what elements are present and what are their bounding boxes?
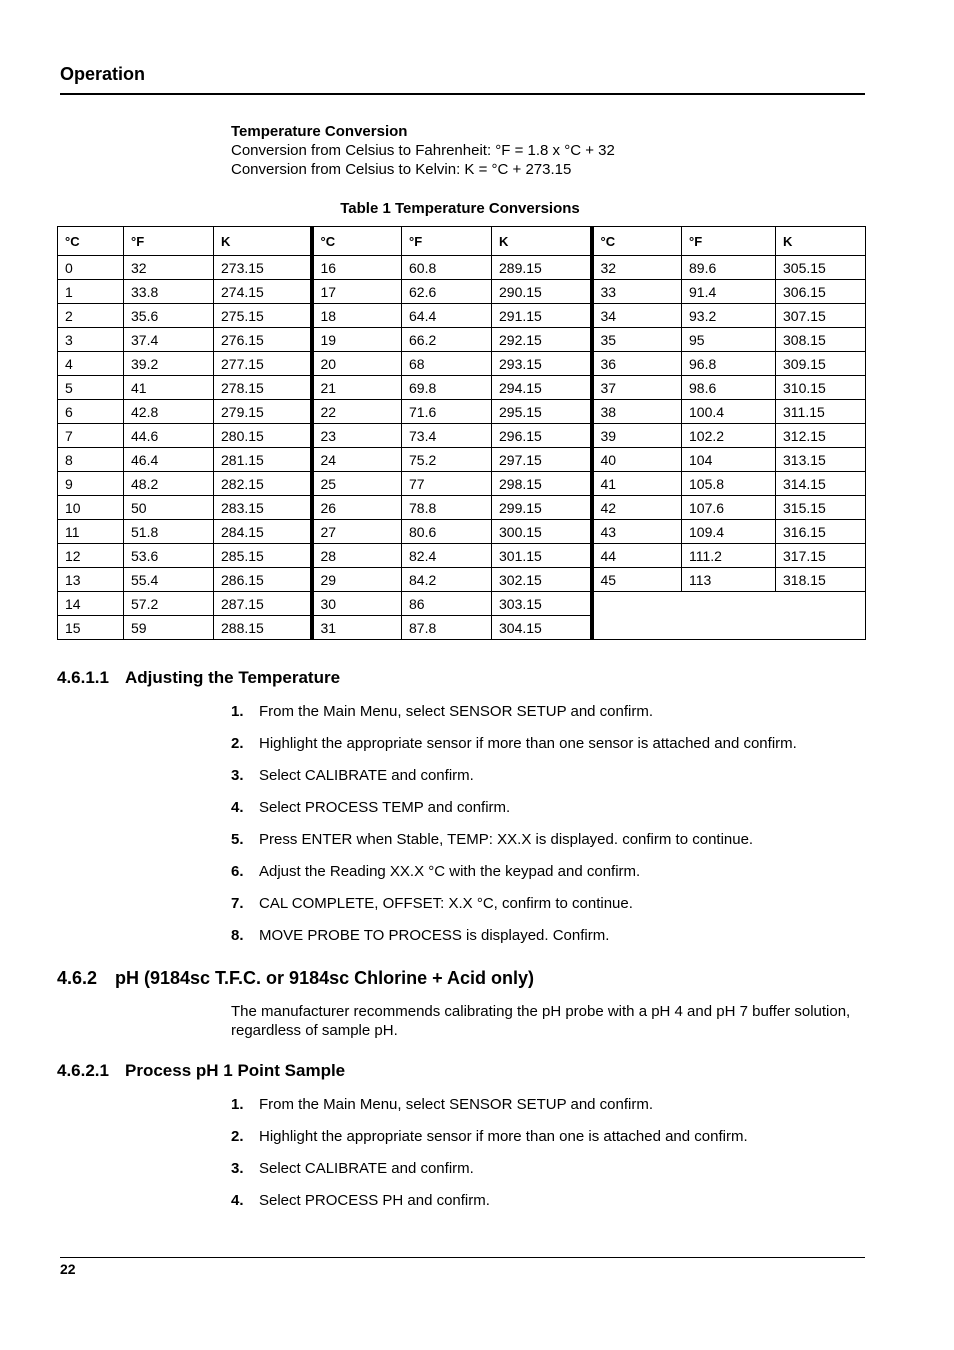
header-cell: °F <box>682 227 776 256</box>
table-body <box>58 256 866 640</box>
table-cell: 37 <box>592 376 682 400</box>
table-cell: 100.4 <box>682 400 776 424</box>
table-cell: 300.15 <box>492 520 592 544</box>
table-cell: 60.8 <box>402 256 492 280</box>
step-item <box>231 927 861 959</box>
step-number: 2. <box>231 1128 244 1145</box>
table-cell: 273.15 <box>214 256 312 280</box>
table-cell: 84.2 <box>402 568 492 592</box>
step-text: Press ENTER when Stable, TEMP: XX.X is displayed. confirm to continue. <box>259 831 754 848</box>
table-cell: 93.2 <box>682 304 776 328</box>
header-cell: K <box>776 227 866 256</box>
table-cell: 33.8 <box>124 280 214 304</box>
table-cell: 109.4 <box>682 520 776 544</box>
step-text: Adjust the Reading XX.X °C with the keypad and confirm. <box>259 863 641 880</box>
table-cell: 39.2 <box>124 352 214 376</box>
table-cell: 8 <box>58 448 124 472</box>
table-cell: 277.15 <box>214 352 312 376</box>
table-cell: 28 <box>312 544 402 568</box>
table-cell: 297.15 <box>492 448 592 472</box>
step-item <box>231 703 861 735</box>
header-cell: °C <box>592 227 682 256</box>
table-cell: 14 <box>58 592 124 616</box>
table-cell: 43 <box>592 520 682 544</box>
table-cell: 62.6 <box>402 280 492 304</box>
table-cell: 32 <box>592 256 682 280</box>
table-cell: 71.6 <box>402 400 492 424</box>
table-row <box>58 520 866 544</box>
table-cell: 314.15 <box>776 472 866 496</box>
header-cell: K <box>214 227 312 256</box>
section-heading-process-ph <box>57 1061 345 1081</box>
table-cell: 313.15 <box>776 448 866 472</box>
table-cell: 46.4 <box>124 448 214 472</box>
table-cell: 10 <box>58 496 124 520</box>
table-cell: 113 <box>682 568 776 592</box>
table-cell: 91.4 <box>682 280 776 304</box>
table-cell: 15 <box>58 616 124 640</box>
table-cell: 45 <box>592 568 682 592</box>
step-item <box>231 799 861 831</box>
empty-cell <box>592 592 866 640</box>
table-cell: 295.15 <box>492 400 592 424</box>
table-cell: 311.15 <box>776 400 866 424</box>
header-rule <box>60 93 865 95</box>
table-row <box>58 568 866 592</box>
table-cell: 21 <box>312 376 402 400</box>
table-cell: 38 <box>592 400 682 424</box>
table-row <box>58 256 866 280</box>
table-cell: 307.15 <box>776 304 866 328</box>
section-number: 4.6.2 <box>57 968 98 988</box>
section-number: 4.6.1.1 <box>57 668 109 687</box>
table-cell: 23 <box>312 424 402 448</box>
table-cell: 89.6 <box>682 256 776 280</box>
table-cell: 55.4 <box>124 568 214 592</box>
table-cell: 73.4 <box>402 424 492 448</box>
process-ph-steps <box>231 1096 861 1224</box>
page-number: 22 <box>60 1261 76 1277</box>
step-text: Highlight the appropriate sensor if more than one is attached and confirm. <box>259 1128 748 1145</box>
table-row <box>58 352 866 376</box>
table-row <box>58 496 866 520</box>
table-cell: 290.15 <box>492 280 592 304</box>
table-cell: 96.8 <box>682 352 776 376</box>
table-cell: 66.2 <box>402 328 492 352</box>
section-title: Adjusting the Temperature <box>125 668 341 687</box>
table-row <box>58 376 866 400</box>
table-cell: 78.8 <box>402 496 492 520</box>
step-number: 8. <box>231 927 244 944</box>
table-cell: 11 <box>58 520 124 544</box>
step-item <box>231 1096 861 1128</box>
table-cell: 32 <box>124 256 214 280</box>
step-number: 1. <box>231 1096 244 1113</box>
table-cell: 29 <box>312 568 402 592</box>
table-cell: 64.4 <box>402 304 492 328</box>
step-item <box>231 863 861 895</box>
step-text: Highlight the appropriate sensor if more than one sensor is attached and confirm. <box>259 735 797 752</box>
table-row <box>58 400 866 424</box>
table-cell: 44 <box>592 544 682 568</box>
table-cell: 302.15 <box>492 568 592 592</box>
table-cell: 303.15 <box>492 592 592 616</box>
conversion-kelvin-formula: Conversion from Celsius to Kelvin: K = °C + 273.15 <box>231 161 572 178</box>
table-cell: 287.15 <box>214 592 312 616</box>
table-cell: 19 <box>312 328 402 352</box>
table-cell: 31 <box>312 616 402 640</box>
table-cell: 304.15 <box>492 616 592 640</box>
step-number: 3. <box>231 1160 244 1177</box>
step-number: 3. <box>231 767 244 784</box>
table-cell: 280.15 <box>214 424 312 448</box>
table-cell: 39 <box>592 424 682 448</box>
table-cell: 86 <box>402 592 492 616</box>
table-cell: 9 <box>58 472 124 496</box>
table-cell: 16 <box>312 256 402 280</box>
table-cell: 22 <box>312 400 402 424</box>
table-cell: 75.2 <box>402 448 492 472</box>
table-cell: 284.15 <box>214 520 312 544</box>
table-cell: 18 <box>312 304 402 328</box>
table-cell: 17 <box>312 280 402 304</box>
footer-rule <box>60 1257 865 1258</box>
table-cell: 26 <box>312 496 402 520</box>
table-cell: 3 <box>58 328 124 352</box>
table-cell: 318.15 <box>776 568 866 592</box>
header-cell: °C <box>58 227 124 256</box>
table-cell: 104 <box>682 448 776 472</box>
step-text: Select CALIBRATE and confirm. <box>259 1160 474 1177</box>
table-cell: 102.2 <box>682 424 776 448</box>
step-item <box>231 1192 861 1224</box>
table-cell: 315.15 <box>776 496 866 520</box>
section-heading-adjusting-temperature <box>57 668 340 688</box>
table-cell: 274.15 <box>214 280 312 304</box>
table-cell: 34 <box>592 304 682 328</box>
step-number: 4. <box>231 799 244 816</box>
table-cell: 308.15 <box>776 328 866 352</box>
table-row <box>58 472 866 496</box>
table-cell: 0 <box>58 256 124 280</box>
table-cell: 50 <box>124 496 214 520</box>
step-item <box>231 831 861 863</box>
table-cell: 296.15 <box>492 424 592 448</box>
table-cell: 24 <box>312 448 402 472</box>
step-text: From the Main Menu, select SENSOR SETUP and confirm. <box>259 1096 654 1113</box>
table-cell: 1 <box>58 280 124 304</box>
table-row <box>58 424 866 448</box>
table-cell: 53.6 <box>124 544 214 568</box>
table-cell: 289.15 <box>492 256 592 280</box>
table-cell: 2 <box>58 304 124 328</box>
section-heading-ph <box>57 968 534 989</box>
table-row <box>58 304 866 328</box>
step-item <box>231 1128 861 1160</box>
step-text: MOVE PROBE TO PROCESS is displayed. Confirm. <box>259 927 610 944</box>
table-cell: 87.8 <box>402 616 492 640</box>
table-cell: 299.15 <box>492 496 592 520</box>
table-cell: 44.6 <box>124 424 214 448</box>
table-cell: 57.2 <box>124 592 214 616</box>
adjust-temperature-steps <box>231 703 861 959</box>
ph-recommendation-paragraph: The manufacturer recommends calibrating the pH probe with a pH 4 and pH 7 buffer solution, regardless of sample pH. <box>231 1003 851 1039</box>
table-cell: 306.15 <box>776 280 866 304</box>
table-cell: 77 <box>402 472 492 496</box>
step-text: Select CALIBRATE and confirm. <box>259 767 474 784</box>
table-cell: 30 <box>312 592 402 616</box>
table-row <box>58 328 866 352</box>
table-row <box>58 280 866 304</box>
table-cell: 278.15 <box>214 376 312 400</box>
table-cell: 98.6 <box>682 376 776 400</box>
conversion-fahrenheit-formula: Conversion from Celsius to Fahrenheit: °F = 1.8 x °C + 32 <box>231 142 615 159</box>
table-cell: 285.15 <box>214 544 312 568</box>
table-cell: 292.15 <box>492 328 592 352</box>
step-item <box>231 735 861 767</box>
header-cell: °F <box>124 227 214 256</box>
table-cell: 107.6 <box>682 496 776 520</box>
table-cell: 80.6 <box>402 520 492 544</box>
table-row <box>58 448 866 472</box>
table-cell: 279.15 <box>214 400 312 424</box>
step-text: Select PROCESS TEMP and confirm. <box>259 799 511 816</box>
table-cell: 4 <box>58 352 124 376</box>
step-number: 1. <box>231 703 244 720</box>
header-cell: °C <box>312 227 402 256</box>
table-cell: 35 <box>592 328 682 352</box>
table-cell: 36 <box>592 352 682 376</box>
table-cell: 42 <box>592 496 682 520</box>
table-cell: 25 <box>312 472 402 496</box>
section-number: 4.6.2.1 <box>57 1061 109 1080</box>
header-cell: °F <box>402 227 492 256</box>
table-cell: 95 <box>682 328 776 352</box>
table-cell: 20 <box>312 352 402 376</box>
table-cell: 310.15 <box>776 376 866 400</box>
table-cell: 5 <box>58 376 124 400</box>
table-cell: 59 <box>124 616 214 640</box>
table-cell: 42.8 <box>124 400 214 424</box>
table-cell: 111.2 <box>682 544 776 568</box>
table-row <box>58 544 866 568</box>
table-cell: 305.15 <box>776 256 866 280</box>
step-text: CAL COMPLETE, OFFSET: X.X °C, confirm to continue. <box>259 895 633 912</box>
table-cell: 309.15 <box>776 352 866 376</box>
table-cell: 298.15 <box>492 472 592 496</box>
step-text: Select PROCESS PH and confirm. <box>259 1192 490 1209</box>
table-cell: 41 <box>592 472 682 496</box>
step-number: 4. <box>231 1192 244 1209</box>
table-cell: 41 <box>124 376 214 400</box>
table-cell: 316.15 <box>776 520 866 544</box>
table-cell: 51.8 <box>124 520 214 544</box>
page-header-title: Operation <box>60 64 146 84</box>
table-cell: 291.15 <box>492 304 592 328</box>
step-item <box>231 1160 861 1192</box>
table-cell: 293.15 <box>492 352 592 376</box>
step-text: From the Main Menu, select SENSOR SETUP and confirm. <box>259 703 654 720</box>
table-cell: 283.15 <box>214 496 312 520</box>
table-cell: 40 <box>592 448 682 472</box>
step-item <box>231 767 861 799</box>
step-number: 5. <box>231 831 244 848</box>
table-cell: 276.15 <box>214 328 312 352</box>
step-item <box>231 895 861 927</box>
header-cell: K <box>492 227 592 256</box>
step-number: 6. <box>231 863 244 880</box>
step-number: 7. <box>231 895 244 912</box>
table-cell: 37.4 <box>124 328 214 352</box>
table-cell: 294.15 <box>492 376 592 400</box>
table-cell: 312.15 <box>776 424 866 448</box>
table-cell: 6 <box>58 400 124 424</box>
table-cell: 68 <box>402 352 492 376</box>
temperature-conversion-table <box>57 226 866 640</box>
table-cell: 82.4 <box>402 544 492 568</box>
table-caption: Table 1 Temperature Conversions <box>340 200 580 217</box>
conversion-formulas <box>231 122 615 179</box>
conversion-title: Temperature Conversion <box>231 123 408 140</box>
table-header-row <box>58 227 866 256</box>
table-cell: 317.15 <box>776 544 866 568</box>
table-cell: 282.15 <box>214 472 312 496</box>
table-cell: 69.8 <box>402 376 492 400</box>
table-row <box>58 592 866 616</box>
table-cell: 275.15 <box>214 304 312 328</box>
table-cell: 7 <box>58 424 124 448</box>
section-title: Process pH 1 Point Sample <box>125 1061 346 1080</box>
table-cell: 12 <box>58 544 124 568</box>
table-cell: 35.6 <box>124 304 214 328</box>
table-cell: 105.8 <box>682 472 776 496</box>
table-cell: 286.15 <box>214 568 312 592</box>
table-cell: 281.15 <box>214 448 312 472</box>
table-cell: 48.2 <box>124 472 214 496</box>
table-cell: 33 <box>592 280 682 304</box>
section-title: pH (9184sc T.F.C. or 9184sc Chlorine + Acid only) <box>115 968 534 988</box>
table-cell: 13 <box>58 568 124 592</box>
table-cell: 27 <box>312 520 402 544</box>
table-cell: 288.15 <box>214 616 312 640</box>
step-number: 2. <box>231 735 244 752</box>
table-cell: 301.15 <box>492 544 592 568</box>
